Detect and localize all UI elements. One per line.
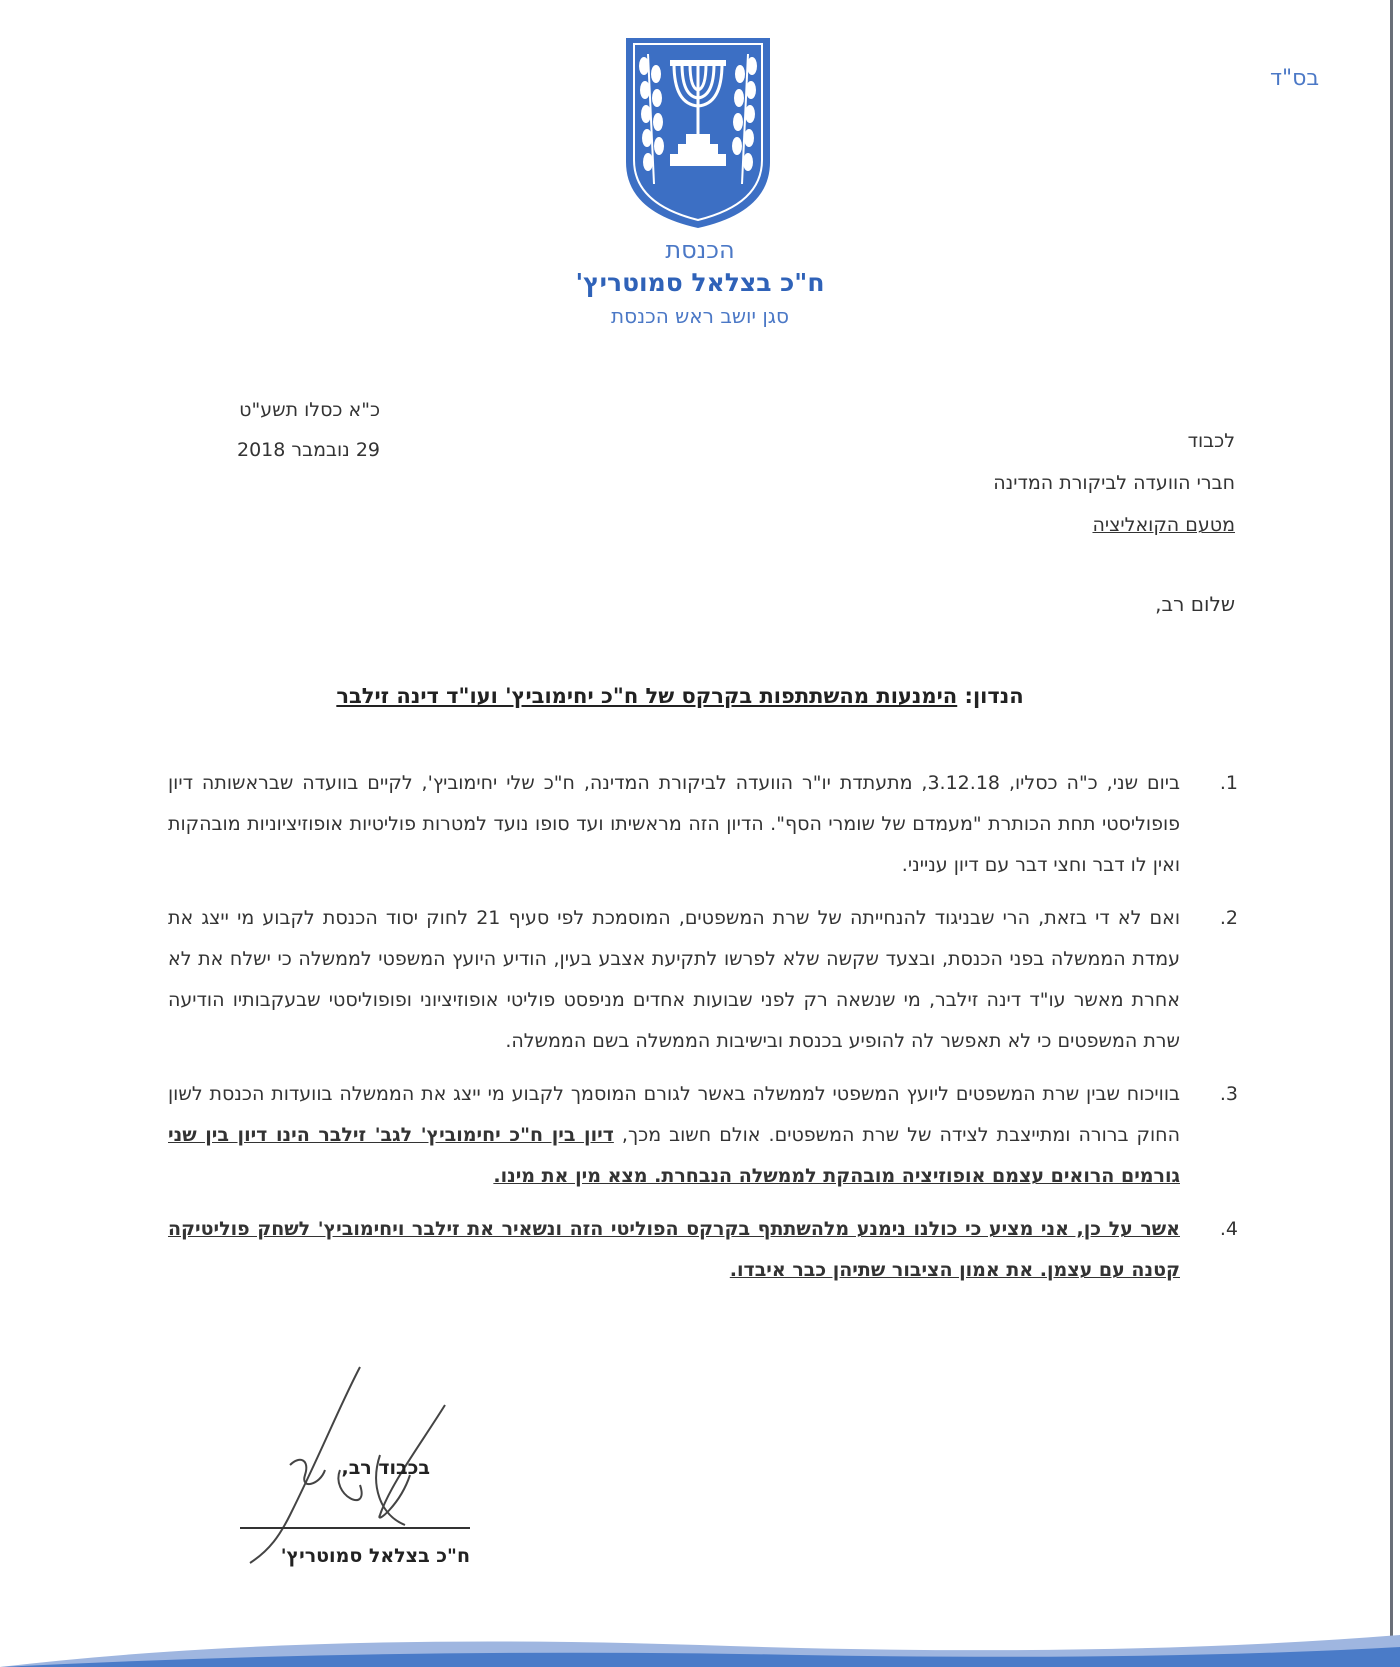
item-number: 2.	[1219, 907, 1238, 929]
subject-text: הימנעות מהשתתפות בקרקס של ח"כ יחימוביץ' ועו"ד דינה זילבר	[336, 684, 958, 708]
bsd-mark: בס"ד	[1270, 66, 1320, 91]
closing-regards: בכבוד רב,	[341, 1457, 430, 1479]
state-emblem	[618, 34, 778, 230]
greeting: שלום רב,	[1155, 592, 1235, 616]
addressee-salutation: לכבוד	[1187, 430, 1235, 452]
item-text: ואם לא די בזאת, הרי שבניגוד להנחייתה של שרת המשפטים, המוסמכת לפי סעיף 21 לחוק יסוד הכנסת לקבוע מי ייצג את עמדת הממשלה בפני הכנסת, ובצעד שקשה שלא לפרשו לתקיעת אצבע בעין, הודיע היועץ המשפטי לממשלה כי ישלח את לא אחרת מאשר עו"ד דינה זילבר, מי שנשאה רק לפני שבועות אחדים מניפסט פוליטי אופוזיציוני ופופוליסטי שבעקבותיו הודיעה שרת המשפטים כי לא תאפשר לה להופיע בכנסת ובישיבות הממשלה בשם הממשלה.	[168, 907, 1180, 1052]
page-border	[1390, 0, 1393, 1667]
numbered-items	[168, 763, 1238, 1303]
item-number: 4.	[1219, 1218, 1238, 1240]
item-text	[168, 1074, 1180, 1197]
list-item	[168, 1074, 1238, 1197]
list-item	[168, 898, 1238, 1062]
addressee-recipients: חברי הוועדה לביקורת המדינה	[993, 472, 1235, 494]
date-block	[180, 390, 380, 470]
item-number: 3.	[1219, 1083, 1238, 1105]
subject-line	[230, 684, 1130, 708]
item-text	[168, 1209, 1180, 1291]
item-text-emphasis: דיון בין ח"כ יחימוביץ' לגב' זילבר הינו דיון בין שני גורמים הרואים עצמם אופוזיציה מובהקת לממשלה הנבחרת. מצא מין את מינו.	[168, 1124, 1180, 1187]
mk-name: ח"כ בצלאל סמוטריץ'	[575, 268, 825, 297]
institution-name: הכנסת	[665, 236, 735, 264]
gregorian-date: 29 נובמבר 2018	[236, 439, 380, 461]
addressee-block	[880, 420, 1235, 546]
addressee-faction: מטעם הקואליציה	[1092, 514, 1235, 536]
item-text: ביום שני, כ"ה כסליו, 3.12.18, מתעתדת יו"ר הוועדה לביקורת המדינה, ח"כ שלי יחימוביץ', לקיים בוועדה שבראשותה דיון פופוליסטי תחת הכותרת "מעמדם של שומרי הסף". הדיון הזה מראשיתו ועד סופו נועד למטרות פוליטיות אופוזיציוניות מובהקות ואין לו דבר וחצי דבר עם דיון ענייני.	[168, 772, 1180, 876]
bottom-decoration	[0, 1627, 1400, 1667]
hebrew-date: כ"א כסלו תשע"ט	[239, 399, 380, 421]
signer-name: ח"כ בצלאל סמוטריץ'	[280, 1545, 470, 1567]
list-item	[168, 763, 1238, 886]
mk-role: סגן יושב ראש הכנסת	[611, 304, 789, 328]
menorah-emblem-icon	[618, 34, 778, 230]
signature-line	[240, 1527, 470, 1529]
subject-label: הנדון:	[964, 684, 1024, 708]
list-item	[168, 1209, 1238, 1291]
item-text-plain: בוויכוח שבין שרת המשפטים ליועץ המשפטי לממשלה באשר לגורם המוסמך לקבוע מי ייצג את הממשלה בוועדות הכנסת לשון החוק ברורה ומתייצבת לצידה של שרת המשפטים. אולם חשוב מכך,	[168, 1083, 1181, 1146]
item-number: 1.	[1219, 772, 1238, 794]
item-text-emphasis: אשר על כן, אני מציע כי כולנו נימנע מלהשתתף בקרקס הפוליטי הזה ונשאיר את זילבר ויחימוביץ' לשחק פוליטיקה קטנה עם עצמן. את אמון הציבור שתיהן כבר איבדו.	[168, 1218, 1180, 1281]
